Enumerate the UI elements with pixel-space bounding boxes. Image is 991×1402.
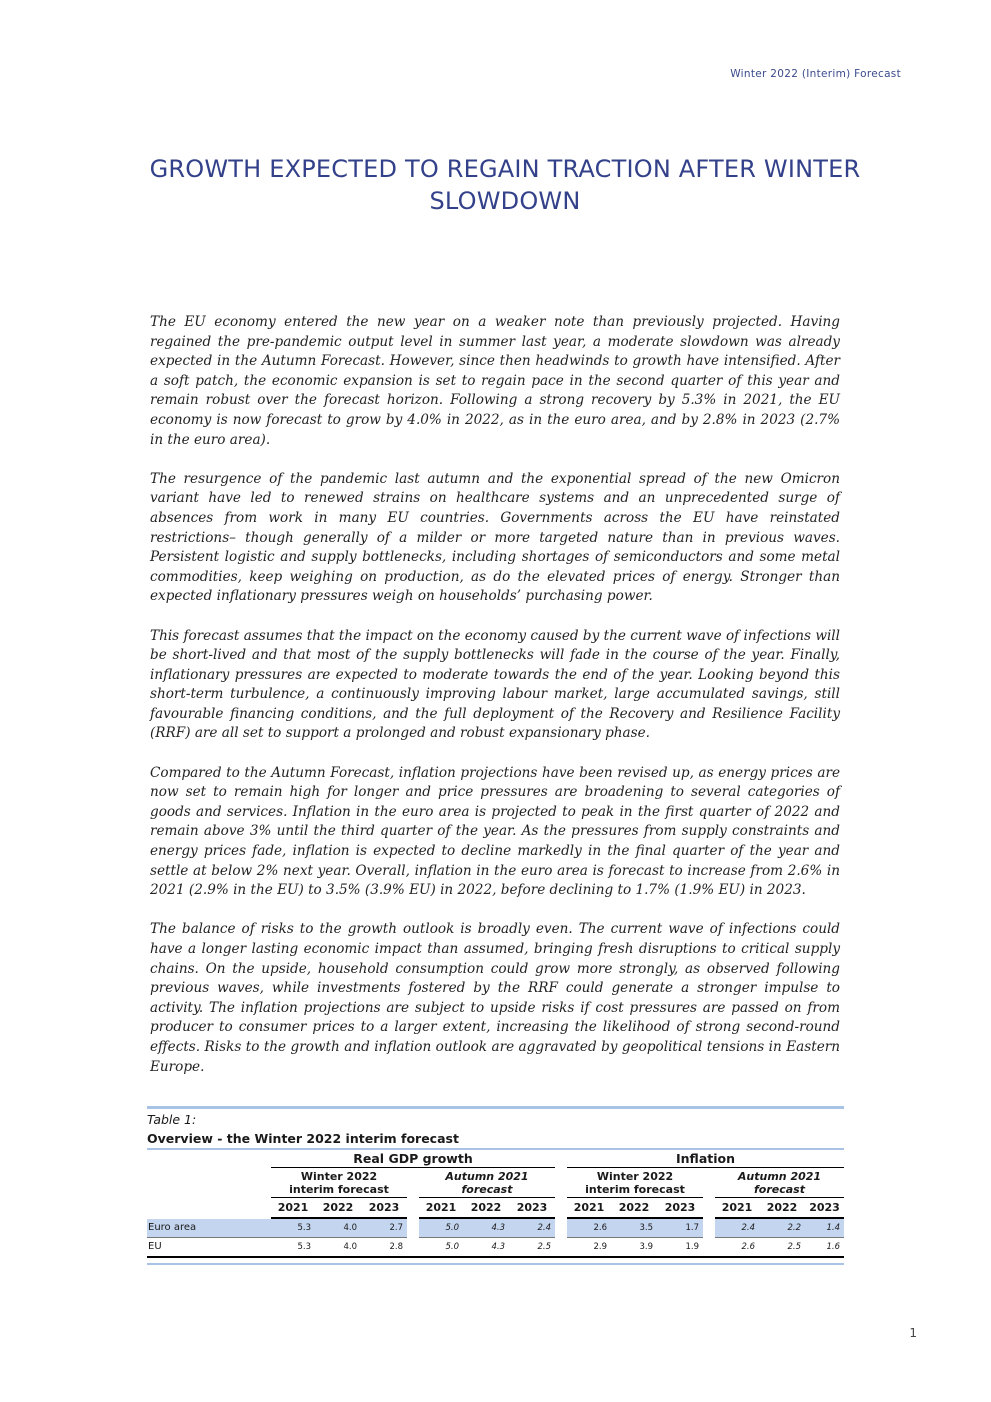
running-header: Winter 2022 (Interim) Forecast [730, 68, 901, 80]
table-cell: 2.9 [567, 1238, 611, 1258]
table-cell: 1.7 [657, 1219, 703, 1238]
subgroup-header [271, 1168, 407, 1198]
table-cell: 5.3 [271, 1238, 315, 1258]
table-cell: 5.0 [419, 1238, 463, 1258]
group-header-gdp: Real GDP growth [271, 1150, 555, 1168]
page-number: 1 [909, 1326, 917, 1340]
overview-table [147, 1106, 844, 1265]
table-cell: 2.6 [567, 1219, 611, 1238]
table-label: Table 1: [147, 1112, 197, 1127]
subgroup-line: Winter 2022 [300, 1170, 378, 1183]
year-spacer [147, 1198, 271, 1217]
table-cell: 4.0 [315, 1219, 361, 1238]
year-gap [407, 1198, 419, 1217]
year-gap [703, 1198, 715, 1217]
body-text [150, 313, 840, 1097]
row-label: EU [147, 1238, 271, 1258]
table-cell: 2.7 [361, 1219, 407, 1238]
year-header: 2023 [657, 1198, 703, 1219]
subgroup-gap [407, 1168, 419, 1198]
table-cell: 2.4 [715, 1219, 759, 1238]
group-header-inflation: Inflation [567, 1150, 844, 1168]
cell-gap [407, 1238, 419, 1258]
cell-gap [703, 1238, 715, 1258]
subgroup-line: Autumn 2021 [737, 1170, 822, 1183]
subgroup-gap [555, 1168, 567, 1198]
table-row [147, 1238, 844, 1258]
paragraph: Compared to the Autumn Forecast, inflation projections have been revised up, as energy prices are now set to remain high for longer and price pressures are broadening to several categories of goods and services. Inflation in the euro area is projected to peak in the first quarter of 2022 and remain above 3% until the third quarter of the year. As the pressures from supply constraints and energy prices fade, inflation is expected to decline markedly in the final quarter of the year and settle at below 2% next year. Overall, inflation in the euro area is forecast to increase from 2.6% in 2021 (2.9% in the EU) to 3.5% (3.9% EU) in 2022, before declining to 1.7% (1.9% EU) in 2023. [150, 764, 840, 899]
table-cell: 3.9 [611, 1238, 657, 1258]
year-header: 2021 [567, 1198, 611, 1219]
paragraph: The resurgence of the pandemic last autumn and the exponential spread of the new Omicron variant have led to renewed strains on healthcare systems and an unprecedented surge of absences from work in many EU countries. Governments across the EU have reinstated restrictions– though generally of a milder or more targeted nature than in previous waves. Persistent logistic and supply bottlenecks, including shortages of semiconductors and some metal commodities, keep weighing on production, as do the elevated prices of energy. Stronger than expected inflationary pressures weigh on households’ purchasing power. [150, 470, 840, 605]
table-cell: 4.0 [315, 1238, 361, 1258]
year-gap [555, 1198, 567, 1217]
table-cell: 3.5 [611, 1219, 657, 1238]
subgroup-line: interim forecast [585, 1183, 685, 1196]
table-grid [147, 1150, 844, 1219]
row-label: Euro area [147, 1219, 271, 1238]
subgroup-header [715, 1168, 844, 1198]
year-header: 2021 [419, 1198, 463, 1219]
year-header: 2023 [805, 1198, 844, 1219]
subgroup-line: Winter 2022 [596, 1170, 674, 1183]
cell-gap [555, 1238, 567, 1258]
paragraph: The balance of risks to the growth outlook is broadly even. The current wave of infections could have a longer lasting economic impact than assumed, bringing fresh disruptions to critical supply chains. On the upside, household consumption could grow more strongly, as observed following previous waves, while investments fostered by the RRF could generate a stronger impulse to activity. The inflation projections are subject to upside risks if cost pressures are passed on from producer to consumer prices to a larger extent, increasing the likelihood of strong second-round effects. Risks to the growth and inflation outlook are aggravated by geopolitical tensions in Eastern Europe. [150, 921, 840, 1075]
year-header: 2022 [759, 1198, 805, 1219]
page-title: GROWTH EXPECTED TO REGAIN TRACTION AFTER WINTER SLOWDOWN [149, 155, 861, 215]
subgroup-gap [703, 1168, 715, 1198]
subgroup-header [567, 1168, 703, 1198]
cell-gap [407, 1219, 419, 1238]
table-cell: 2.5 [759, 1238, 805, 1258]
year-header: 2022 [315, 1198, 361, 1219]
cell-gap [555, 1219, 567, 1238]
table-bottom-rule [147, 1263, 844, 1265]
table-cell: 2.5 [509, 1238, 555, 1258]
subgroup-line: interim forecast [289, 1183, 389, 1196]
subgroup-line: forecast [461, 1183, 513, 1196]
table-cell: 1.9 [657, 1238, 703, 1258]
year-header: 2022 [611, 1198, 657, 1219]
table-cell: 4.3 [463, 1238, 509, 1258]
table-cell: 5.0 [419, 1219, 463, 1238]
year-header: 2023 [509, 1198, 555, 1219]
table-top-rule [147, 1106, 844, 1109]
year-header: 2021 [271, 1198, 315, 1219]
year-header: 2022 [463, 1198, 509, 1219]
header-spacer [147, 1150, 271, 1168]
table-cell: 1.6 [805, 1238, 844, 1258]
table-row [147, 1219, 844, 1238]
paragraph: The EU economy entered the new year on a weaker note than previously projected. Having regained the pre-pandemic output level in summer last year, a moderate slowdown was already expected in the Autumn Forecast. However, since then headwinds to growth have intensified. After a soft patch, the economic expansion is set to regain pace in the second quarter of this year and remain robust over the forecast horizon. Following a strong recovery by 5.3% in 2021, the EU economy is now forecast to grow by 4.0% in 2022, as in the euro area, and by 2.8% in 2023 (2.7% in the euro area). [150, 314, 840, 448]
table-cell: 5.3 [271, 1219, 315, 1238]
cell-gap [703, 1219, 715, 1238]
table-cell: 2.4 [509, 1219, 555, 1238]
table-cell: 2.6 [715, 1238, 759, 1258]
table-cell: 4.3 [463, 1219, 509, 1238]
table-cell: 1.4 [805, 1219, 844, 1238]
year-header: 2023 [361, 1198, 407, 1219]
subgroup-header [419, 1168, 555, 1198]
subgroup-line: Autumn 2021 [445, 1170, 529, 1183]
table-title: Overview - the Winter 2022 interim forecast [147, 1131, 459, 1146]
group-gap [555, 1150, 567, 1168]
table-cell: 2.2 [759, 1219, 805, 1238]
subgroup-line: forecast [754, 1183, 805, 1196]
year-header: 2021 [715, 1198, 759, 1219]
header-spacer [147, 1168, 271, 1198]
paragraph: This forecast assumes that the impact on the economy caused by the current wave of infections will be short-lived and that most of the supply bottlenecks will fade in the course of the year. Finally, inflationary pressures are expected to moderate towards the end of the year. Looking beyond this short-term turbulence, a continuously improving labour market, large accumulated savings, still favourable financing conditions, and the full deployment of the Recovery and Resilience Facility (RRF) are all set to support a prolonged and robust expansionary phase. [150, 627, 840, 742]
table-cell: 2.8 [361, 1238, 407, 1258]
